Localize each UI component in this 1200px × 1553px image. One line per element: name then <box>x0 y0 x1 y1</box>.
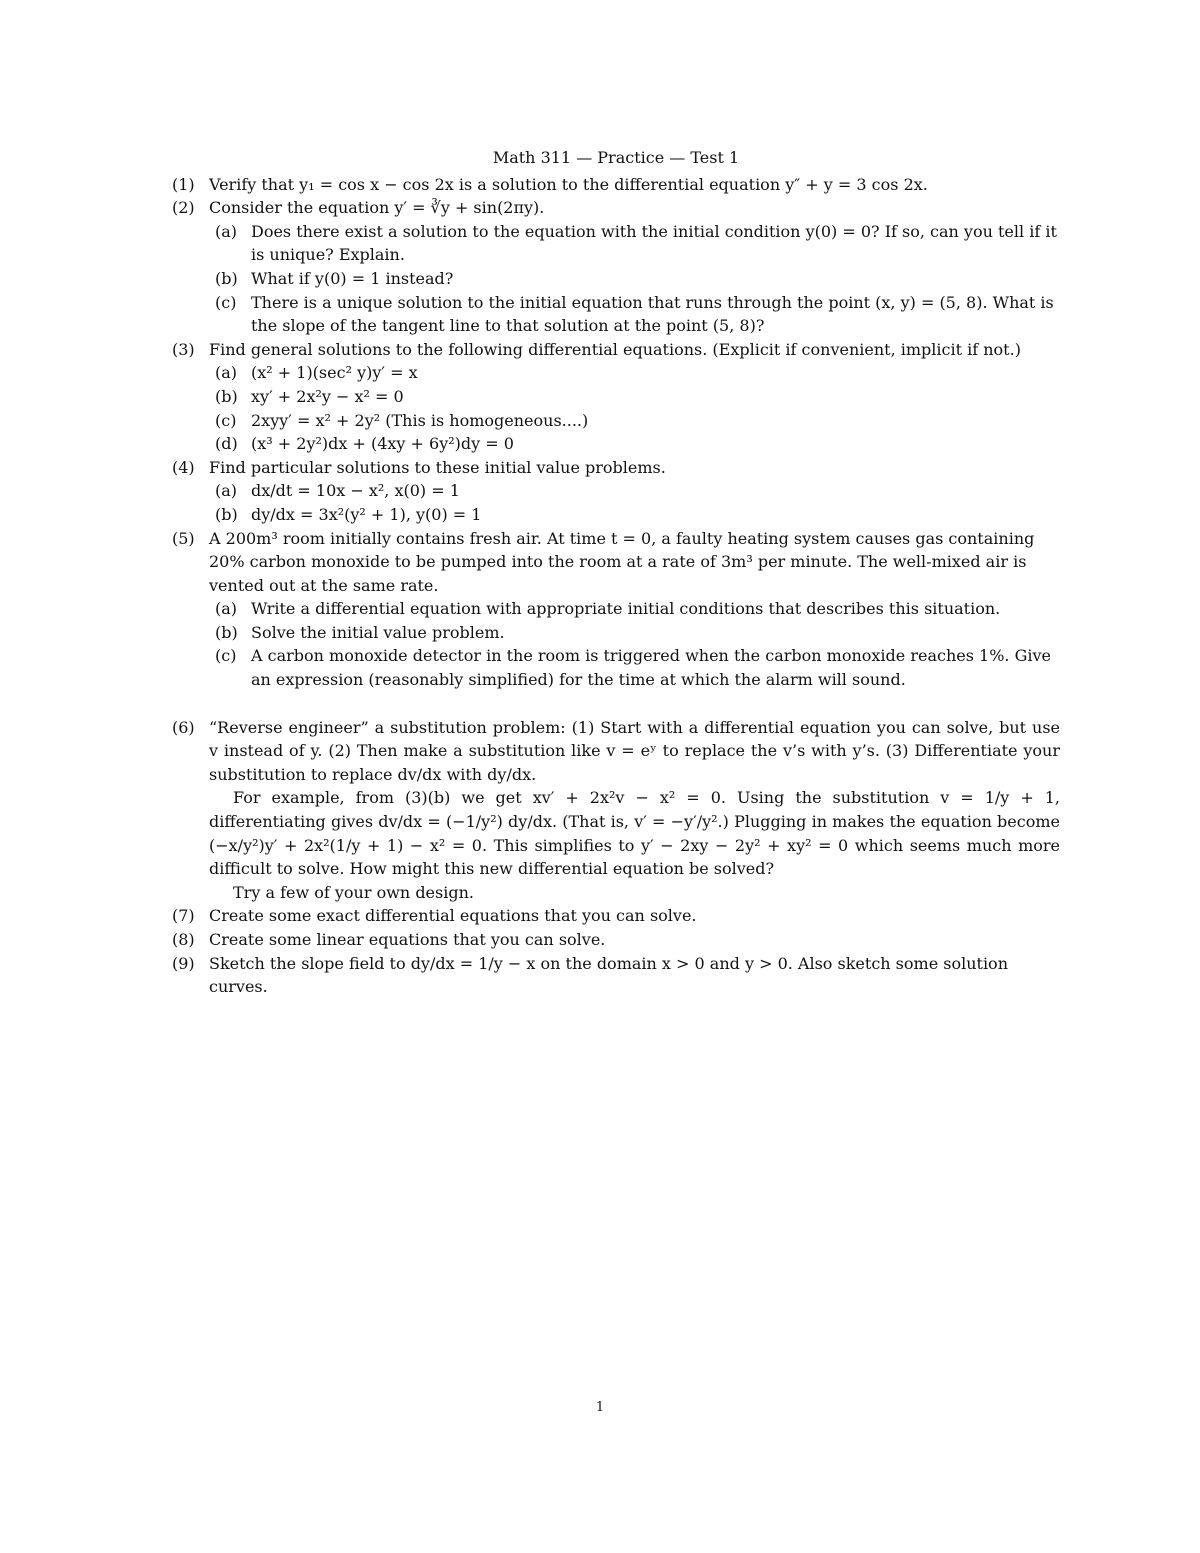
part-label: (a) <box>215 599 238 619</box>
problem-2 <box>172 196 1060 338</box>
part-text: Does there exist a solution to the equation with the initial condition y(0) = 0? If so, can you tell if it is unique? Explain. <box>251 221 1057 265</box>
problem-6 <box>172 716 1060 905</box>
problem-text: Create some exact differential equations that you can solve. <box>209 906 697 926</box>
problem-number: (3) <box>172 339 195 359</box>
part-text: (x³ + 2y²)dx + (4xy + 6y²)dy = 0 <box>251 434 514 454</box>
part-label: (b) <box>215 268 238 288</box>
part-label: (c) <box>215 646 237 666</box>
part-label: (b) <box>215 622 238 642</box>
problem-number: (4) <box>172 457 195 477</box>
part-label: (d) <box>215 434 238 454</box>
problem-part <box>209 385 1060 409</box>
part-label: (c) <box>215 292 237 312</box>
part-label: (c) <box>215 410 237 430</box>
problem-part <box>209 361 1060 385</box>
problem-list-late <box>172 904 1060 998</box>
part-text: A carbon monoxide detector in the room is triggered when the carbon monoxide reaches 1%. Give an expression (reasonably simplified) for the time at which the alarm will sound. <box>251 646 1051 690</box>
problem-text: A 200m³ room initially contains fresh air. At time t = 0, a faulty heating system causes gas containing 20% carbon monoxide to be pumped into the room at a rate of 3m³ per minute. The well-mixed air is vented out at the same rate. <box>209 528 1035 595</box>
part-text: 2xyy′ = x² + 2y² (This is homogeneous....) <box>251 410 589 430</box>
problem-part <box>209 503 1060 527</box>
part-text: dx/dt = 10x − x², x(0) = 1 <box>251 481 460 501</box>
problem-text: “Reverse engineer” a substitution problem: (1) Start with a differential equation you can solve, but use v instead of y. (2) Then make a substitution like v = eʸ to replace the v’s with y’s. (3) Differentiate your substitution to replace dv/dx with dy/dx. <box>209 717 1060 784</box>
problem-part <box>209 267 1060 291</box>
problem-8 <box>172 928 1060 952</box>
problem-list <box>172 173 1060 692</box>
problem-instruction: Try a few of your own design. <box>233 882 474 902</box>
problem-9 <box>172 952 1060 999</box>
part-text: What if y(0) = 1 instead? <box>251 268 454 288</box>
problem-part <box>209 479 1060 503</box>
problem-text: Sketch the slope field to dy/dx = 1/y − x on the domain x > 0 and y > 0. Also sketch some solution curves. <box>209 953 1008 997</box>
problem-5 <box>172 527 1060 692</box>
page-title: Math 311 — Practice — Test 1 <box>492 148 740 167</box>
problem-part <box>209 291 1060 338</box>
part-text: (x² + 1)(sec² y)y′ = x <box>251 363 418 383</box>
page-number: 1 <box>595 1400 605 1415</box>
problem-3 <box>172 338 1060 456</box>
part-label: (a) <box>215 363 238 383</box>
problem-example: For example, from (3)(b) we get xv′ + 2x²v − x² = 0. Using the substitution v = 1/y + 1, differentiating gives dv/dx = (−1/y²) dy/dx. (That is, v′ = −y′/y².) Plugging in makes the equation become (−x/y²)y′ + 2x²(1/y + 1) − x² = 0. This simplifies to y′ − 2xy − 2y² + xy² = 0 which seems much more difficult to solve. How might this new differential equation be solved? <box>209 788 1060 879</box>
problem-part <box>209 621 1060 645</box>
problem-number: (2) <box>172 198 195 218</box>
problem-part <box>209 432 1060 456</box>
problem-part <box>209 597 1060 621</box>
problem-number: (9) <box>172 953 195 973</box>
problem-text: Find particular solutions to these initial value problems. <box>209 457 666 477</box>
problem-number: (8) <box>172 930 195 949</box>
part-text: There is a unique solution to the initial equation that runs through the point (x, y) = (5, 8). What is the slope of the tangent line to that solution at the point (5, 8)? <box>251 292 1054 336</box>
part-label: (a) <box>215 481 238 501</box>
problem-part <box>209 220 1060 267</box>
part-text: Write a differential equation with appropriate initial conditions that describes this situation. <box>251 599 1001 619</box>
problem-text: Verify that y₁ = cos x − cos 2x is a solution to the differential equation y″ + y = 3 cos 2x. <box>209 174 928 194</box>
problem-number: (6) <box>172 717 195 737</box>
problem-part <box>209 409 1060 433</box>
problem-text: Find general solutions to the following differential equations. (Explicit if convenient, implicit if not.) <box>209 339 1021 359</box>
part-label: (b) <box>215 386 238 406</box>
problem-part <box>209 644 1060 691</box>
section-gap <box>172 692 1060 716</box>
part-label: (a) <box>215 221 238 241</box>
part-label: (b) <box>215 504 238 524</box>
part-text: dy/dx = 3x²(y² + 1), y(0) = 1 <box>251 504 482 524</box>
problem-4 <box>172 456 1060 527</box>
document-body <box>172 146 1060 999</box>
problem-1 <box>172 173 1060 197</box>
problem-7 <box>172 904 1060 928</box>
problem-number: (7) <box>172 906 195 926</box>
part-text: xy′ + 2x²y − x² = 0 <box>251 386 404 406</box>
problem-text: Create some linear equations that you can solve. <box>209 930 606 949</box>
problem-number: (1) <box>172 174 195 194</box>
problem-text: Consider the equation y′ = ∛y + sin(2πy). <box>209 198 545 218</box>
part-text: Solve the initial value problem. <box>251 622 505 642</box>
problem-number: (5) <box>172 528 195 548</box>
